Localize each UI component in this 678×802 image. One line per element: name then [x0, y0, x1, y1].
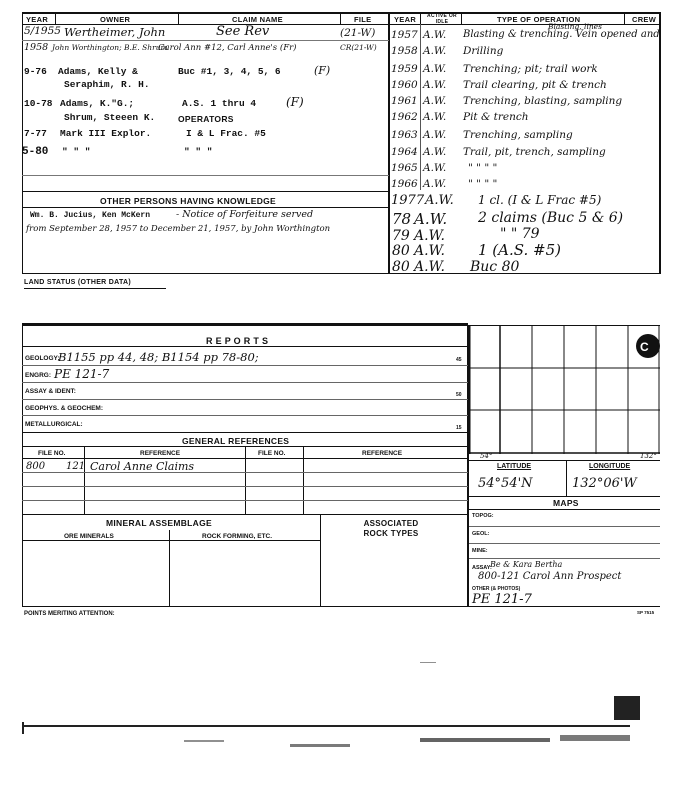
op-type: Trail, pit, trench, sampling [463, 146, 606, 158]
claim-owner: Wertheimer, John [64, 25, 166, 39]
geology-value: B1155 pp 44, 48; B1154 pp 78-80; [58, 350, 259, 364]
forfeiture-note: - Notice of Forfeiture served [176, 209, 314, 220]
op-status: A.W. [414, 210, 448, 228]
latitude-label: LATITUDE [497, 463, 532, 470]
metallurgical-label: METALLURGICAL: [25, 421, 83, 428]
op-type: Buc 80 [470, 259, 520, 275]
engrg-label: ENGRG: [25, 372, 51, 379]
op-type: 1 (A.S. #5) [478, 241, 562, 259]
op-type: " " " " [468, 162, 498, 174]
op-year: 79 [392, 228, 410, 244]
map-assay-value-1: Be & Kara Bertha [490, 560, 563, 569]
claim-name: Buc #1, 3, 4, 5, 6 [178, 66, 281, 77]
op-type: Pit & trench [463, 111, 529, 123]
op-year: 1957 [391, 29, 418, 41]
op-status: A.W. [423, 178, 447, 190]
engrg-value: PE 121-7 [54, 367, 110, 381]
op-year: 1959 [391, 63, 418, 75]
map-scale-right: 132° [640, 452, 657, 460]
op-status: A.W. [423, 45, 447, 57]
form-number: SP 7515 [637, 610, 655, 615]
map-assay-label: ASSAY: [472, 565, 492, 571]
longitude-label: LONGITUDE [589, 463, 631, 470]
mineral-heading: MINERAL ASSEMBLAGE [106, 518, 212, 528]
col-owner: OWNER [100, 15, 131, 24]
points-label: POINTS MERITING ATTENTION: [24, 611, 115, 617]
longitude-value: 132°06'W [572, 476, 637, 491]
op-status: A.W. [423, 63, 447, 75]
claim-file: (F) [314, 64, 331, 77]
col-file: FILE [354, 15, 372, 24]
center-divider [388, 12, 390, 274]
ref-reference: Carol Anne Claims [90, 460, 195, 473]
col-type-operation: TYPE OF OPERATION [497, 15, 581, 24]
ore-minerals-label: ORE MINERALS [64, 533, 114, 540]
col-active-idle: ACTIVE OR IDLE [427, 13, 457, 25]
claim-year: 7-77 [24, 128, 47, 139]
claim-name: Carol Ann #12, Carl Anne's (Fr) [158, 43, 297, 53]
op-status: A.W. [414, 243, 445, 259]
geology-label: GEOLOGY: [25, 355, 60, 362]
op-year: 80 [392, 259, 410, 275]
op-status: A.W. [423, 129, 447, 141]
col-claim-name: CLAIM NAME [232, 15, 283, 24]
claim-year: 5/1955 [24, 25, 61, 37]
map-marker: C [640, 340, 649, 354]
op-type: Trenching; pit; trail work [463, 63, 598, 75]
op-year: 1962 [391, 111, 418, 123]
op-status: A.W. [423, 29, 447, 41]
op-type: " " " " [468, 178, 498, 190]
op-year: 80 [392, 243, 410, 259]
map-assay-value-2: 800-121 Carol Ann Prospect [478, 571, 622, 582]
other-persons-names: Wm. B. Jucius, Ken McKern [30, 211, 151, 220]
col-year-2: YEAR [394, 15, 417, 24]
op-year: 1960 [391, 79, 418, 91]
assay-label: ASSAY & IDENT: [25, 388, 76, 395]
op-status: A.W. [423, 146, 447, 158]
claim-owner: " " " [62, 146, 91, 157]
claim-owner: Shrum, Steeen K. [64, 112, 156, 123]
ref-file-no: 800 [26, 461, 46, 472]
claim-year: 5-80 [22, 146, 49, 158]
op-type: 2 claims (Buc 5 & 6) [478, 210, 624, 226]
op-type: Blasting & trenching. Vein opened and [463, 29, 660, 40]
claim-year: 1958 [24, 42, 49, 53]
map-scale-left: 54° [480, 452, 493, 460]
left-border [22, 12, 23, 274]
claim-year: 10-78 [24, 98, 53, 109]
claim-owner: Mark III Explor. [60, 128, 152, 139]
op-type: Trail clearing, pit & trench [463, 79, 607, 91]
op-status: A.W. [423, 111, 447, 123]
op-year: 78 [392, 210, 412, 228]
claim-name: I & L Frac. #5 [186, 128, 266, 139]
col-year: YEAR [26, 15, 49, 24]
claim-owner: Adams, Kelly & [58, 66, 138, 77]
other-photos-label: OTHER (& PHOTOS) [472, 586, 521, 592]
op-status: A.W. [423, 162, 447, 174]
other-photos-value: PE 121-7 [472, 592, 532, 607]
claim-name: A.S. 1 thru 4 [182, 98, 257, 109]
top-table-bottom [22, 273, 660, 274]
right-border [659, 12, 661, 274]
geol-label: GEOL: [472, 531, 490, 537]
general-refs-heading: GENERAL REFERENCES [182, 436, 290, 446]
latitude-value: 54°54'N [478, 476, 533, 491]
op-status: A.W. [414, 259, 445, 275]
blasting-note: Blasting, lines [548, 22, 602, 31]
col-crew: CREW [632, 15, 657, 24]
other-persons-heading: OTHER PERSONS HAVING KNOWLEDGE [100, 196, 277, 206]
mine-label: MINE: [472, 548, 488, 554]
land-status-label: LAND STATUS (OTHER DATA) [24, 279, 132, 286]
ref-file-sub: 121 [66, 461, 86, 472]
claim-name: See Rev [216, 24, 270, 39]
claim-year: 9-76 [24, 66, 47, 77]
claim-file: (F) [286, 95, 304, 109]
topog-label: TOPOG: [472, 513, 494, 519]
op-type: 1 cl. (I & L Frac #5) [478, 193, 602, 207]
geophys-label: GEOPHYS. & GEOCHEM: [25, 405, 104, 412]
op-year: 1963 [391, 129, 418, 141]
op-status: A.W. [423, 95, 447, 107]
op-status: A.W. [414, 228, 445, 244]
forfeiture-dates: from September 28, 1957 to December 21, 1957, by John Worthington [26, 224, 331, 234]
op-type: " " 79 [500, 226, 540, 242]
claim-file: CR(21-W) [340, 43, 377, 52]
claim-name: " " " [184, 146, 213, 157]
claim-owner: Adams, K."G.; [60, 98, 135, 109]
op-year: 1965 [391, 162, 418, 174]
rock-forming-label: ROCK FORMING, ETC. [202, 533, 273, 540]
op-year: 1958 [391, 45, 418, 57]
map-grid-svg [468, 326, 660, 454]
claim-owner: John Worthington; B.E. Shrum [52, 43, 168, 52]
claim-file: (21-W) [340, 27, 376, 39]
op-year: 1961 [391, 95, 418, 107]
op-status: A.W. [423, 79, 447, 91]
op-type: Trenching, sampling [463, 129, 573, 141]
maps-label: MAPS [553, 498, 579, 508]
assoc-rock-label: ASSOCIATED ROCK TYPES [363, 519, 419, 538]
op-status: A.W. [425, 193, 454, 208]
op-year: 1964 [391, 146, 418, 158]
op-year: 1966 [391, 178, 418, 190]
reports-heading: R E P O R T S [206, 336, 269, 346]
op-type: Drilling [463, 45, 504, 57]
op-year: 1977 [391, 193, 425, 208]
op-type: Trenching, blasting, sampling [463, 95, 623, 107]
operators-label: OPERATORS [178, 114, 234, 124]
claim-owner: Seraphim, R. H. [64, 79, 150, 90]
top-border [22, 12, 660, 14]
